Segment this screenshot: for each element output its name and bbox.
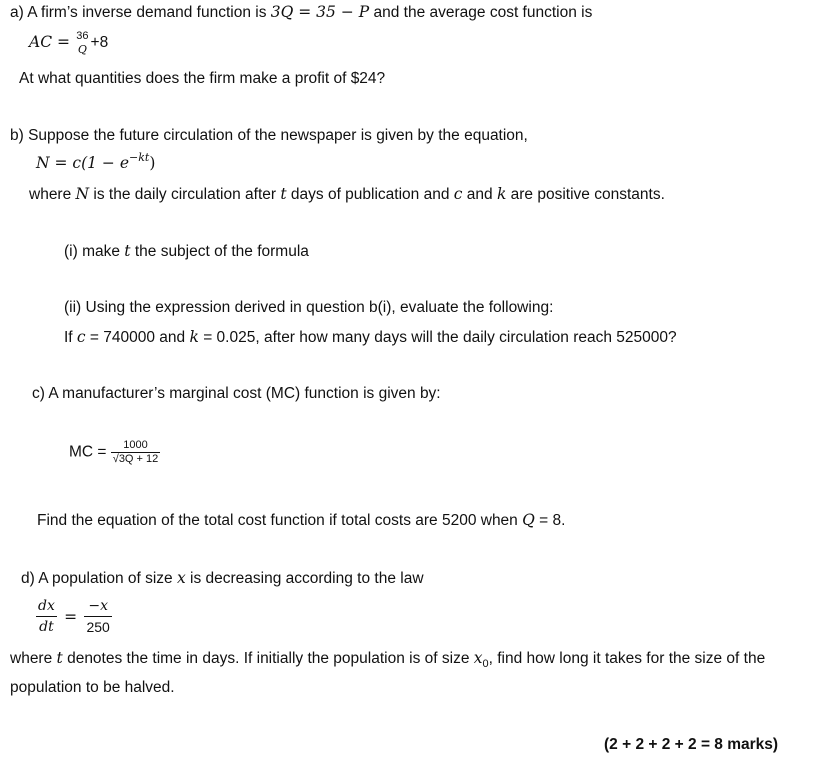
- part-d-line2: population to be halved.: [10, 679, 175, 696]
- marks-total: (2 + 2 + 2 + 2 = 8 marks): [604, 736, 779, 753]
- average-cost-equation: AC = 36 Q +8: [29, 30, 109, 56]
- part-b-ii-line2: If c = 740000 and k = 0.025, after how many days will the daily circulation reach 525000?: [64, 328, 677, 346]
- part-c-intro: c) A manufacturer’s marginal cost (MC) function is given by:: [32, 385, 441, 402]
- part-c-find: Find the equation of the total cost function if total costs are 5200 when Q = 8.: [37, 511, 566, 529]
- population-law-equation: $\frac{dx}{dt}$ = $\frac{-x}{250}$: [38, 598, 110, 635]
- circulation-equation: $N = c(1 - e^{-kt})$: [36, 151, 156, 172]
- part-d-line1: where t denotes the time in days. If initially the population is of size $x_0$, find how long it takes for the size of the: [10, 649, 766, 670]
- ac-fraction: 36 Q: [76, 30, 89, 56]
- marginal-cost-equation: MC = $\frac{1000}{√3Q + 12}$: [69, 439, 159, 465]
- part-a-intro: a) A firm’s inverse demand function is 3Q = 35 − P and the average cost function is: [10, 3, 593, 21]
- dx-dt-fraction: $\frac{dx}{dt}$: [38, 598, 55, 635]
- part-b-ii-line1: (ii) Using the expression derived in question b(i), evaluate the following:: [64, 299, 554, 316]
- part-b-where: where N is the daily circulation after t days of publication and c and k are positive constants.: [29, 185, 665, 203]
- part-b-intro: b) Suppose the future circulation of the newspaper is given by the equation,: [10, 127, 528, 144]
- part-d-intro: d) A population of size x is decreasing according to the law: [21, 569, 424, 587]
- part-a-question: At what quantities does the firm make a profit of $24?: [19, 70, 386, 87]
- neg-x-over-250-fraction: $\frac{-x}{250}$: [86, 598, 110, 635]
- part-b-i: (i) make t the subject of the formula: [64, 242, 309, 260]
- mc-fraction: $\frac{1000}{√3Q + 12}$: [112, 439, 159, 465]
